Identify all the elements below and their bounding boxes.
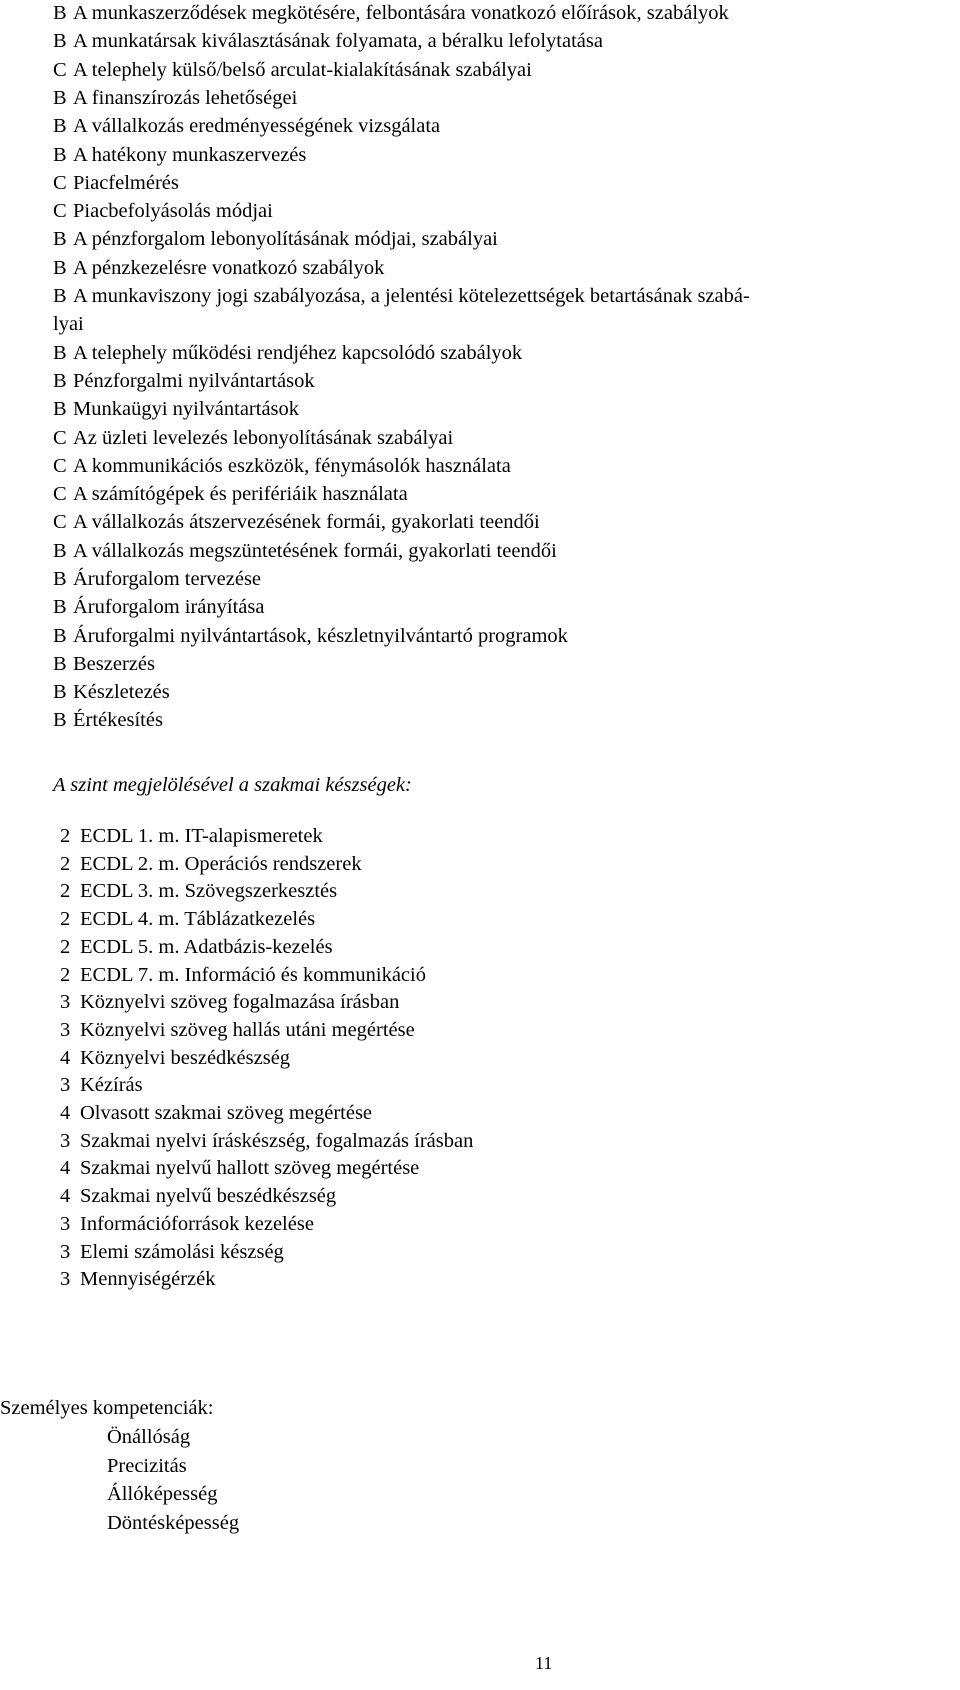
topic-item <box>53 86 297 110</box>
topic-level: B <box>53 285 67 307</box>
page-number: 11 <box>535 1653 553 1673</box>
skill-item <box>60 1267 215 1291</box>
topic-level: C <box>53 483 67 505</box>
topic-item-continuation <box>53 312 84 336</box>
topic-text: Piacbefolyásolás módjai <box>73 200 273 222</box>
topic-item <box>53 482 408 506</box>
skill-item <box>60 1129 473 1153</box>
skill-item <box>60 1212 314 1236</box>
topic-item <box>53 143 306 167</box>
skill-level: 3 <box>60 1074 71 1096</box>
topic-item <box>53 397 299 421</box>
topic-text: Áruforgalom tervezése <box>73 568 262 590</box>
topic-text: A pénzforgalom lebonyolításának módjai, szabályai <box>73 228 498 250</box>
topic-level: B <box>53 568 67 590</box>
skill-item <box>60 963 426 987</box>
skill-item <box>60 1018 415 1042</box>
skill-item <box>60 1046 290 1070</box>
topic-text: Piacfelmérés <box>73 172 179 194</box>
topic-text: Beszerzés <box>73 653 155 675</box>
skill-level: 2 <box>60 853 71 875</box>
topic-level: C <box>53 59 67 81</box>
topic-item <box>53 284 750 308</box>
topic-text: A munkatársak kiválasztásának folyamata, a béralku lefolytatása <box>73 30 603 52</box>
topic-level: B <box>53 596 67 618</box>
skill-level: 3 <box>60 1019 71 1041</box>
topic-text: Értékesítés <box>73 709 163 731</box>
topic-level: B <box>53 653 67 675</box>
personal-competency-item: Önállóság <box>107 1426 191 1448</box>
topic-level: B <box>53 2 67 24</box>
skill-level: 3 <box>60 991 71 1013</box>
skill-level: 3 <box>60 1130 71 1152</box>
skill-text: ECDL 5. m. Adatbázis-kezelés <box>80 936 333 958</box>
topic-level: B <box>53 370 67 392</box>
skill-text: Szakmai nyelvű beszédkészség <box>80 1185 337 1207</box>
topic-text: Munkaügyi nyilvántartások <box>73 398 300 420</box>
topic-text: Az üzleti levelezés lebonyolításának szabályai <box>73 427 454 449</box>
topic-item <box>53 341 522 365</box>
skill-level: 3 <box>60 1268 71 1290</box>
skill-level: 4 <box>60 1102 71 1124</box>
topic-level: B <box>53 398 67 420</box>
topic-text: A pénzkezelésre vonatkozó szabályok <box>73 257 385 279</box>
skill-level: 2 <box>60 880 71 902</box>
topic-text: Készletezés <box>73 681 170 703</box>
topic-text: A vállalkozás átszervezésének formái, gyakorlati teendői <box>73 511 540 533</box>
skills-heading: A szint megjelölésével a szakmai készségek: <box>53 774 412 796</box>
topic-text: A vállalkozás eredményességének vizsgálata <box>73 115 441 137</box>
skill-item <box>60 1156 419 1180</box>
skill-level: 2 <box>60 908 71 930</box>
topic-item <box>53 426 453 450</box>
skill-level: 4 <box>60 1157 71 1179</box>
topic-text: A munkaszerződések megkötésére, felbontására vonatkozó előírások, szabályok <box>73 2 729 24</box>
skill-text: ECDL 2. m. Operációs rendszerek <box>80 853 362 875</box>
skill-level: 3 <box>60 1241 71 1263</box>
skill-text: Köznyelvi szöveg fogalmazása írásban <box>80 991 400 1013</box>
topic-text: A számítógépek és perifériáik használata <box>73 483 408 505</box>
topic-item <box>53 567 261 591</box>
skill-text: ECDL 1. m. IT-alapismeretek <box>80 825 323 847</box>
topic-item <box>53 58 532 82</box>
skill-item <box>60 907 315 931</box>
skill-item <box>60 1240 284 1264</box>
skill-level: 4 <box>60 1185 71 1207</box>
topic-item <box>53 680 170 704</box>
topic-level: C <box>53 200 67 222</box>
topic-item <box>53 114 440 138</box>
topic-level: B <box>53 540 67 562</box>
personal-competencies-title: Személyes kompetenciák: <box>0 1397 214 1419</box>
topic-text: Pénzforgalmi nyilvántartások <box>73 370 315 392</box>
skill-text: ECDL 4. m. Táblázatkezelés <box>80 908 316 930</box>
topic-level: C <box>53 427 67 449</box>
topic-level: B <box>53 115 67 137</box>
topic-item <box>53 199 273 223</box>
topic-level: B <box>53 681 67 703</box>
topic-level: B <box>53 625 67 647</box>
topic-item <box>53 369 315 393</box>
skill-text: Szakmai nyelvű hallott szöveg megértése <box>80 1157 420 1179</box>
topic-item <box>53 1 729 25</box>
topic-level: B <box>53 30 67 52</box>
skill-text: Köznyelvi beszédkészség <box>80 1047 291 1069</box>
skill-level: 3 <box>60 1213 71 1235</box>
skill-level: 2 <box>60 936 71 958</box>
skill-text: Szakmai nyelvi íráskészség, fogalmazás írásban <box>80 1130 474 1152</box>
topic-level: B <box>53 709 67 731</box>
skill-text: ECDL 7. m. Információ és kommunikáció <box>80 964 426 986</box>
topic-item <box>53 29 603 53</box>
skill-text: Mennyiségérzék <box>80 1268 216 1290</box>
topic-text: A munkaviszony jogi szabályozása, a jelentési kötelezettségek betartásának szabá- <box>73 285 750 307</box>
topic-text: A vállalkozás megszüntetésének formái, gyakorlati teendői <box>73 540 557 562</box>
topic-item <box>53 171 179 195</box>
skill-text: Köznyelvi szöveg hallás utáni megértése <box>80 1019 415 1041</box>
skill-item <box>60 1073 143 1097</box>
topic-item <box>53 539 557 563</box>
topic-item <box>53 652 155 676</box>
topic-item <box>53 256 384 280</box>
topic-text: Áruforgalom irányítása <box>73 596 265 618</box>
skill-item <box>60 852 362 876</box>
skill-text: Elemi számolási készség <box>80 1241 284 1263</box>
skill-text: ECDL 3. m. Szövegszerkesztés <box>80 880 338 902</box>
topic-item <box>53 510 540 534</box>
personal-competency-item: Állóképesség <box>107 1483 218 1505</box>
topic-text: A hatékony munkaszervezés <box>73 144 307 166</box>
skill-item <box>60 1101 372 1125</box>
topic-level: B <box>53 87 67 109</box>
topic-level: C <box>53 455 67 477</box>
skill-item <box>60 935 333 959</box>
topic-level: B <box>53 342 67 364</box>
skill-level: 4 <box>60 1047 71 1069</box>
skill-text: Kézírás <box>80 1074 143 1096</box>
skill-item <box>60 990 399 1014</box>
topic-item <box>53 595 264 619</box>
skill-level: 2 <box>60 825 71 847</box>
skill-text: Olvasott szakmai szöveg megértése <box>80 1102 373 1124</box>
topic-item <box>53 227 498 251</box>
topic-text-continuation: lyai <box>53 313 84 335</box>
topic-level: C <box>53 172 67 194</box>
topic-text: Áruforgalmi nyilvántartások, készletnyilvántartó programok <box>73 625 568 647</box>
topic-text: A telephely külső/belső arculat-kialakításának szabályai <box>73 59 532 81</box>
topic-text: A finanszírozás lehetőségei <box>73 87 298 109</box>
personal-competency-item: Precizitás <box>107 1455 187 1477</box>
topic-item <box>53 624 568 648</box>
topic-text: A telephely működési rendjéhez kapcsolódó szabályok <box>73 342 523 364</box>
personal-competency-item: Döntésképesség <box>107 1512 240 1534</box>
topic-item <box>53 708 163 732</box>
topic-text: A kommunikációs eszközök, fénymásolók használata <box>73 455 511 477</box>
topic-level: B <box>53 144 67 166</box>
topic-item <box>53 454 511 478</box>
topic-level: C <box>53 511 67 533</box>
topic-level: B <box>53 228 67 250</box>
skill-level: 2 <box>60 964 71 986</box>
topic-level: B <box>53 257 67 279</box>
skill-item <box>60 1184 336 1208</box>
skill-item <box>60 824 323 848</box>
skill-item <box>60 879 337 903</box>
skill-text: Információforrások kezelése <box>80 1213 314 1235</box>
